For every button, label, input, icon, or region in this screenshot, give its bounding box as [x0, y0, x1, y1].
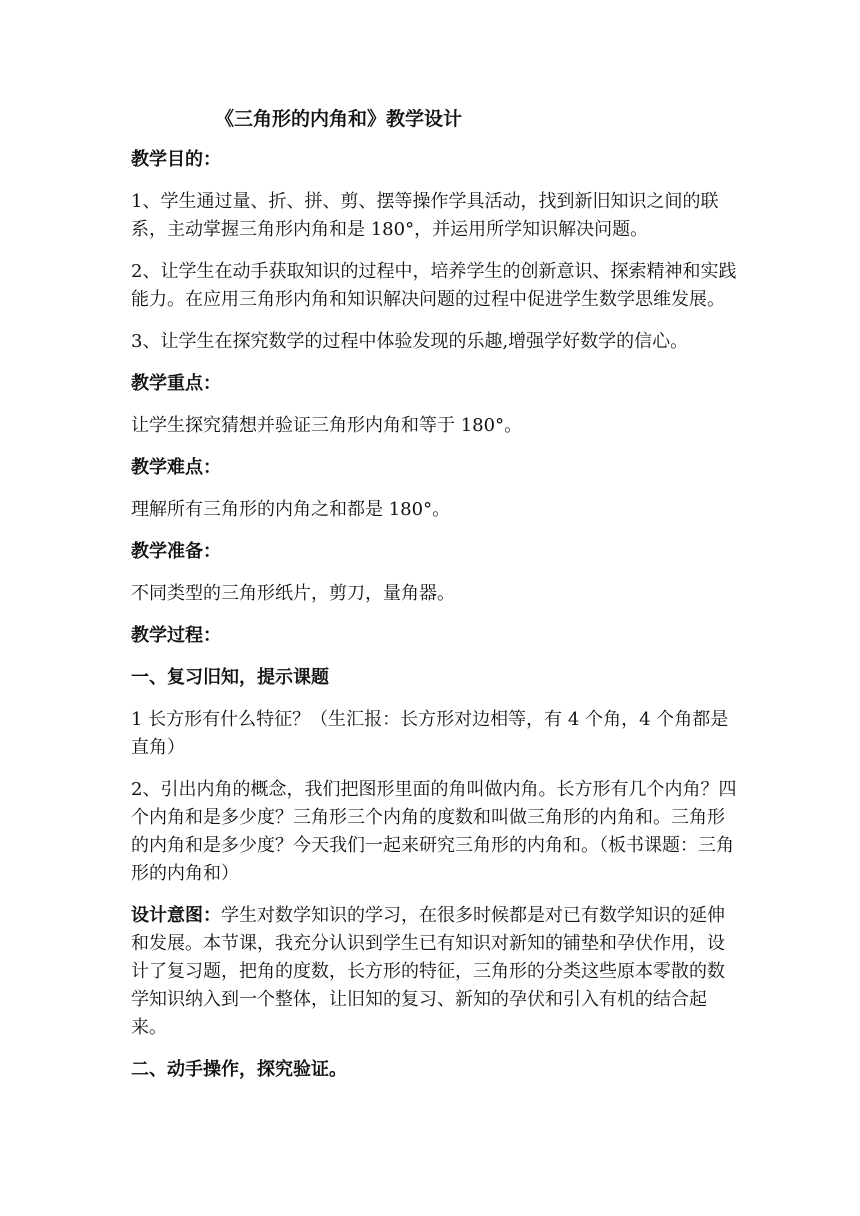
difficulty-text: 理解所有三角形的内角之和都是 180°。 — [131, 499, 451, 520]
section-1-heading: 一、复习旧知，提示课题 — [131, 667, 329, 688]
section-2-heading: 二、动手操作，探究验证。 — [131, 1059, 347, 1080]
key-text: 让学生探究猜想并验证三角形内角和等于 180°。 — [131, 415, 523, 436]
step-1: 1 长方形有什么特征？（生汇报：长方形对边相等，有 4 个角，4 个角都是直角） — [131, 709, 729, 758]
objective-2: 2、让学生在动手获取知识的过程中，培养学生的创新意识、探索精神和实践能力。在应用三角形内角和知识解决问题的过程中促进学生数学思维发展。 — [131, 261, 737, 310]
difficulty-heading: 教学难点： — [131, 457, 221, 478]
design-intent-text: 学生对数学知识的学习，在很多时候都是对已有数学知识的延伸和发展。本节课，我充分认识到学生已有知识对新知的铺垫和孕伏作用，设计了复习题，把角的度数，长方形的特征，三角形的分类这些原本零散的数学知识纳入到一个整体，让旧知的复习、新知的孕伏和引入有机的结合起来。 — [131, 905, 725, 1038]
objective-1: 1、学生通过量、折、拼、剪、摆等操作学具活动，找到新旧知识之间的联系，主动掌握三角形内角和是 180°，并运用所学知识解决问题。 — [131, 191, 719, 240]
objectives-heading: 教学目的： — [131, 149, 221, 170]
objective-3: 3、让学生在探究数学的过程中体验发现的乐趣,增强学好数学的信心。 — [131, 331, 689, 352]
design-intent-label: 设计意图： — [131, 905, 221, 926]
key-heading: 教学重点： — [131, 373, 221, 394]
prep-text: 不同类型的三角形纸片，剪刀，量角器。 — [131, 583, 455, 604]
step-2: 2、引出内角的概念，我们把图形里面的角叫做内角。长方形有几个内角？四个内角和是多少度？三角形三个内角的度数和叫做三角形的内角和。三角形的内角和是多少度？今天我们一起来研究三角形的内角和。（板书课题：三角形的内角和） — [131, 779, 737, 884]
document-body — [131, 146, 741, 1098]
process-heading: 教学过程： — [131, 625, 221, 646]
document-title: 《三角形的内角和》教学设计 — [215, 108, 463, 130]
prep-heading: 教学准备： — [131, 541, 221, 562]
design-intent — [131, 902, 741, 1042]
